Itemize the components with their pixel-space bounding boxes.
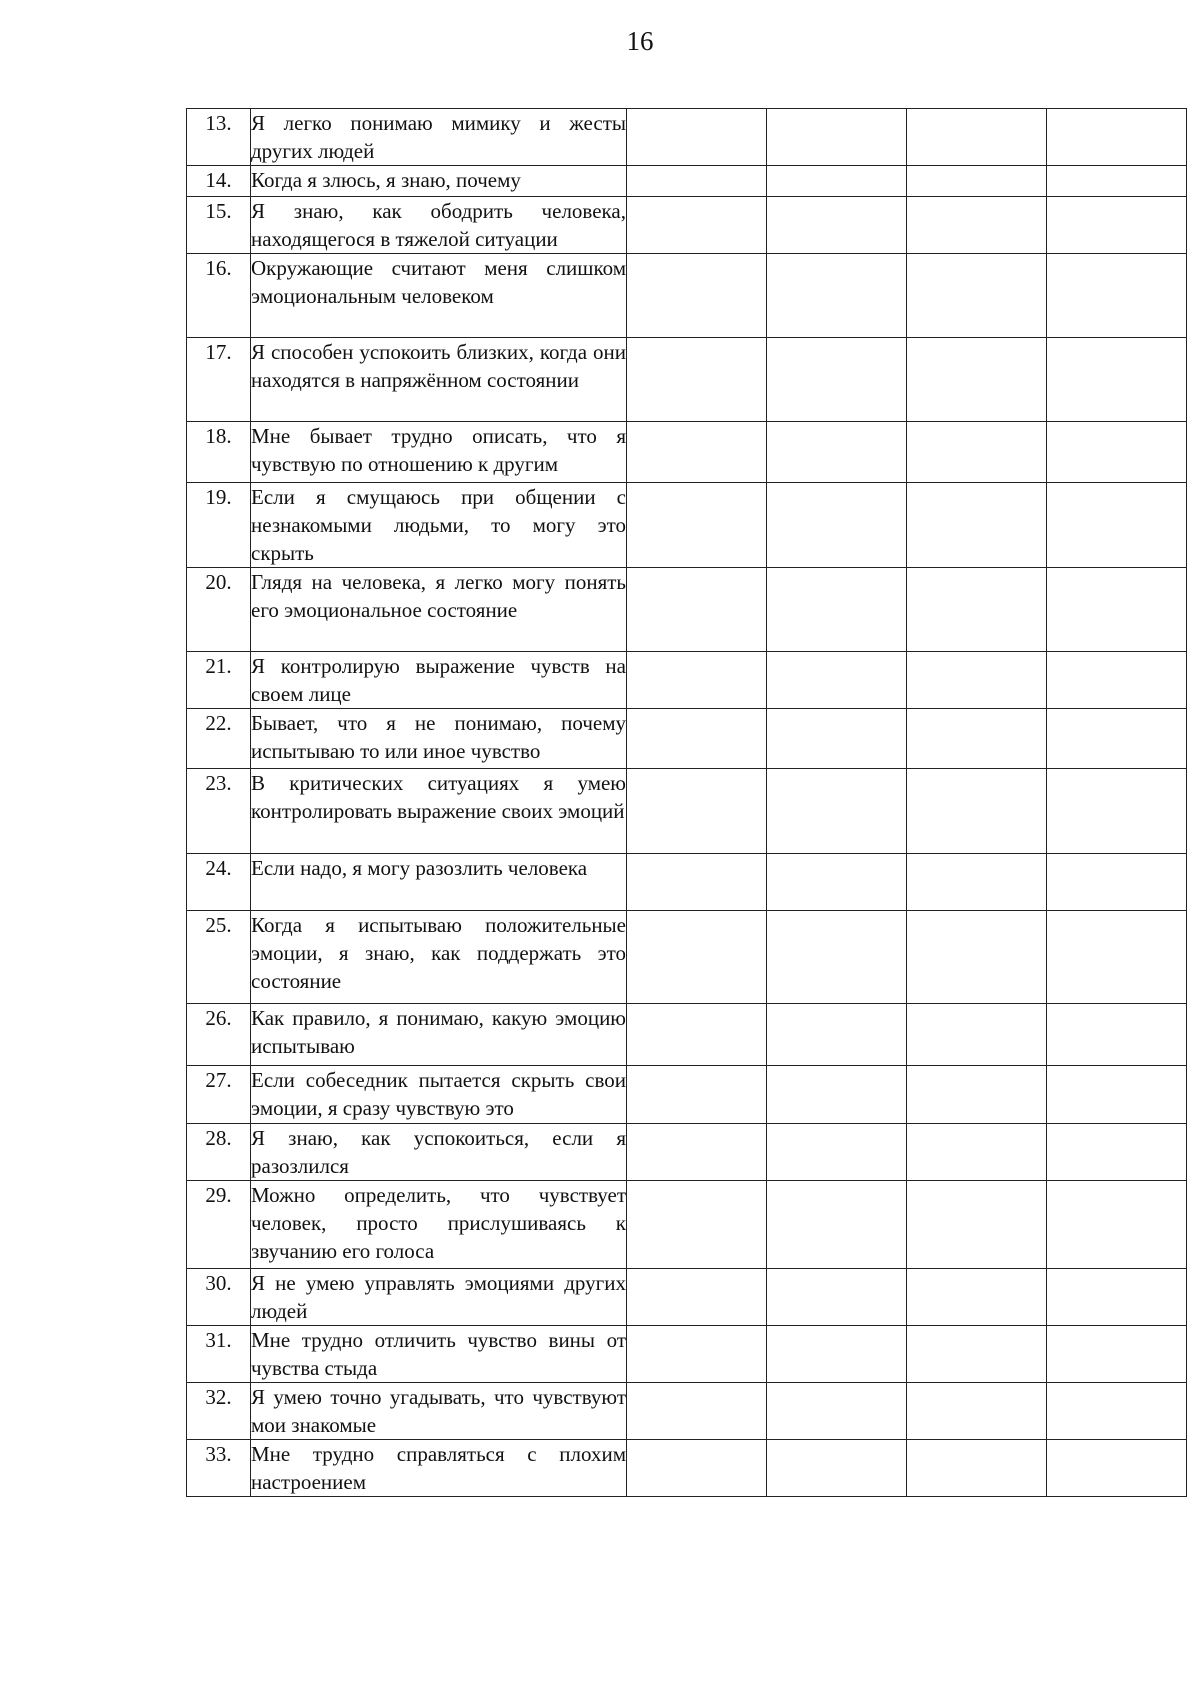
statement-text: Мне трудно отличить чувство вины от чувства стыда	[251, 1326, 627, 1383]
answer-cell[interactable]	[627, 166, 767, 197]
answer-cell[interactable]	[767, 652, 907, 709]
answer-cell[interactable]	[767, 1066, 907, 1124]
answer-cell[interactable]	[767, 1383, 907, 1440]
table-row	[187, 652, 1187, 709]
answer-cell[interactable]	[767, 254, 907, 338]
answer-cell[interactable]	[767, 197, 907, 254]
row-number: 33.	[187, 1440, 251, 1497]
answer-cell[interactable]	[1047, 1004, 1187, 1066]
answer-cell[interactable]	[1047, 254, 1187, 338]
statement-text: Я знаю, как ободрить человека, находящегося в тяжелой ситуации	[251, 197, 627, 254]
answer-cell[interactable]	[1047, 854, 1187, 911]
answer-cell[interactable]	[627, 854, 767, 911]
row-number: 28.	[187, 1124, 251, 1181]
answer-cell[interactable]	[627, 1440, 767, 1497]
statement-text: Окружающие считают меня слишком эмоциональным человеком	[251, 254, 627, 338]
answer-cell[interactable]	[627, 652, 767, 709]
table-row	[187, 854, 1187, 911]
statement-text: Когда я испытываю положительные эмоции, я знаю, как поддержать это состояние	[251, 911, 627, 1004]
answer-cell[interactable]	[767, 422, 907, 483]
table-row	[187, 422, 1187, 483]
answer-cell[interactable]	[1047, 483, 1187, 568]
answer-cell[interactable]	[627, 483, 767, 568]
answer-cell[interactable]	[1047, 1066, 1187, 1124]
answer-cell[interactable]	[767, 166, 907, 197]
statement-text: Я не умею управлять эмоциями других людей	[251, 1269, 627, 1326]
answer-cell[interactable]	[627, 109, 767, 166]
answer-cell[interactable]	[907, 769, 1047, 854]
statement-text: Если я смущаюсь при общении с незнакомыми людьми, то могу это скрыть	[251, 483, 627, 568]
table-row	[187, 1066, 1187, 1124]
statement-text: Я умею точно угадывать, что чувствуют мои знакомые	[251, 1383, 627, 1440]
table-row	[187, 483, 1187, 568]
answer-cell[interactable]	[767, 769, 907, 854]
answer-cell[interactable]	[907, 109, 1047, 166]
row-number: 17.	[187, 338, 251, 422]
row-number: 15.	[187, 197, 251, 254]
table-row	[187, 166, 1187, 197]
row-number: 14.	[187, 166, 251, 197]
answer-cell[interactable]	[907, 652, 1047, 709]
statement-text: Я знаю, как успокоиться, если я разозлился	[251, 1124, 627, 1181]
row-number: 27.	[187, 1066, 251, 1124]
answer-cell[interactable]	[1047, 1181, 1187, 1269]
row-number: 31.	[187, 1326, 251, 1383]
statement-text: Мне бывает трудно описать, что я чувствую по отношению к другим	[251, 422, 627, 483]
table-row	[187, 109, 1187, 166]
statement-text: Когда я злюсь, я знаю, почему	[251, 166, 627, 197]
answer-cell[interactable]	[907, 166, 1047, 197]
statement-text: Если собеседник пытается скрыть свои эмоции, я сразу чувствую это	[251, 1066, 627, 1124]
row-number: 24.	[187, 854, 251, 911]
answer-cell[interactable]	[627, 1326, 767, 1383]
answer-cell[interactable]	[1047, 197, 1187, 254]
questionnaire-body	[187, 109, 1187, 1497]
answer-cell[interactable]	[627, 1004, 767, 1066]
row-number: 22.	[187, 709, 251, 769]
answer-cell[interactable]	[627, 709, 767, 769]
answer-cell[interactable]	[1047, 709, 1187, 769]
answer-cell[interactable]	[907, 911, 1047, 1004]
answer-cell[interactable]	[767, 483, 907, 568]
answer-cell[interactable]	[1047, 1383, 1187, 1440]
answer-cell[interactable]	[1047, 769, 1187, 854]
table-row	[187, 1004, 1187, 1066]
statement-text: Бывает, что я не понимаю, почему испытываю то или иное чувство	[251, 709, 627, 769]
answer-cell[interactable]	[907, 1326, 1047, 1383]
answer-cell[interactable]	[907, 338, 1047, 422]
row-number: 30.	[187, 1269, 251, 1326]
table-row	[187, 709, 1187, 769]
statement-text: Я способен успокоить близких, когда они находятся в напряжённом состоянии	[251, 338, 627, 422]
answer-cell[interactable]	[907, 1440, 1047, 1497]
table-row	[187, 1326, 1187, 1383]
answer-cell[interactable]	[767, 1326, 907, 1383]
statement-text: Глядя на человека, я легко могу понять его эмоциональное состояние	[251, 568, 627, 652]
table-row	[187, 1124, 1187, 1181]
answer-cell[interactable]	[767, 568, 907, 652]
answer-cell[interactable]	[1047, 1124, 1187, 1181]
answer-cell[interactable]	[767, 709, 907, 769]
answer-cell[interactable]	[627, 338, 767, 422]
answer-cell[interactable]	[767, 1181, 907, 1269]
answer-cell[interactable]	[907, 568, 1047, 652]
row-number: 32.	[187, 1383, 251, 1440]
answer-cell[interactable]	[767, 911, 907, 1004]
table-row	[187, 1440, 1187, 1497]
answer-cell[interactable]	[627, 197, 767, 254]
answer-cell[interactable]	[907, 1004, 1047, 1066]
answer-cell[interactable]	[907, 1066, 1047, 1124]
statement-text: Как правило, я понимаю, какую эмоцию испытываю	[251, 1004, 627, 1066]
questionnaire-table	[186, 108, 1187, 1497]
answer-cell[interactable]	[627, 254, 767, 338]
answer-cell[interactable]	[627, 1269, 767, 1326]
answer-cell[interactable]	[907, 1124, 1047, 1181]
row-number: 29.	[187, 1181, 251, 1269]
table-row	[187, 568, 1187, 652]
answer-cell[interactable]	[767, 1124, 907, 1181]
answer-cell[interactable]	[767, 1440, 907, 1497]
table-row	[187, 1269, 1187, 1326]
answer-cell[interactable]	[1047, 338, 1187, 422]
statement-text: Я легко понимаю мимику и жесты других людей	[251, 109, 627, 166]
answer-cell[interactable]	[1047, 109, 1187, 166]
statement-text: Я контролирую выражение чувств на своем лице	[251, 652, 627, 709]
row-number: 19.	[187, 483, 251, 568]
answer-cell[interactable]	[1047, 166, 1187, 197]
answer-cell[interactable]	[627, 568, 767, 652]
table-row	[187, 1181, 1187, 1269]
table-row	[187, 769, 1187, 854]
answer-cell[interactable]	[907, 1269, 1047, 1326]
row-number: 13.	[187, 109, 251, 166]
answer-cell[interactable]	[1047, 1440, 1187, 1497]
answer-cell[interactable]	[907, 197, 1047, 254]
answer-cell[interactable]	[627, 911, 767, 1004]
table-row	[187, 911, 1187, 1004]
answer-cell[interactable]	[1047, 1269, 1187, 1326]
answer-cell[interactable]	[907, 254, 1047, 338]
row-number: 25.	[187, 911, 251, 1004]
page-number: 16	[626, 26, 654, 56]
answer-cell[interactable]	[767, 109, 907, 166]
answer-cell[interactable]	[767, 1269, 907, 1326]
answer-cell[interactable]	[767, 338, 907, 422]
table-row	[187, 254, 1187, 338]
statement-text: Мне трудно справляться с плохим настроением	[251, 1440, 627, 1497]
answer-cell[interactable]	[907, 709, 1047, 769]
row-number: 26.	[187, 1004, 251, 1066]
statement-text: Можно определить, что чувствует человек, просто прислушиваясь к звучанию его голоса	[251, 1181, 627, 1269]
answer-cell[interactable]	[907, 854, 1047, 911]
answer-cell[interactable]	[907, 483, 1047, 568]
answer-cell[interactable]	[1047, 568, 1187, 652]
answer-cell[interactable]	[907, 422, 1047, 483]
row-number: 18.	[187, 422, 251, 483]
answer-cell[interactable]	[907, 1181, 1047, 1269]
answer-cell[interactable]	[627, 1066, 767, 1124]
statement-text: Если надо, я могу разозлить человека	[251, 854, 627, 911]
answer-cell[interactable]	[1047, 911, 1187, 1004]
statement-text: В критических ситуациях я умею контролировать выражение своих эмоций	[251, 769, 627, 854]
table-row	[187, 338, 1187, 422]
table-row	[187, 197, 1187, 254]
answer-cell[interactable]	[627, 1383, 767, 1440]
row-number: 16.	[187, 254, 251, 338]
answer-cell[interactable]	[767, 1004, 907, 1066]
row-number: 20.	[187, 568, 251, 652]
row-number: 21.	[187, 652, 251, 709]
answer-cell[interactable]	[627, 1124, 767, 1181]
answer-cell[interactable]	[907, 1383, 1047, 1440]
answer-cell[interactable]	[627, 769, 767, 854]
answer-cell[interactable]	[627, 422, 767, 483]
answer-cell[interactable]	[1047, 652, 1187, 709]
answer-cell[interactable]	[767, 854, 907, 911]
table-row	[187, 1383, 1187, 1440]
answer-cell[interactable]	[1047, 1326, 1187, 1383]
answer-cell[interactable]	[1047, 422, 1187, 483]
row-number: 23.	[187, 769, 251, 854]
answer-cell[interactable]	[627, 1181, 767, 1269]
